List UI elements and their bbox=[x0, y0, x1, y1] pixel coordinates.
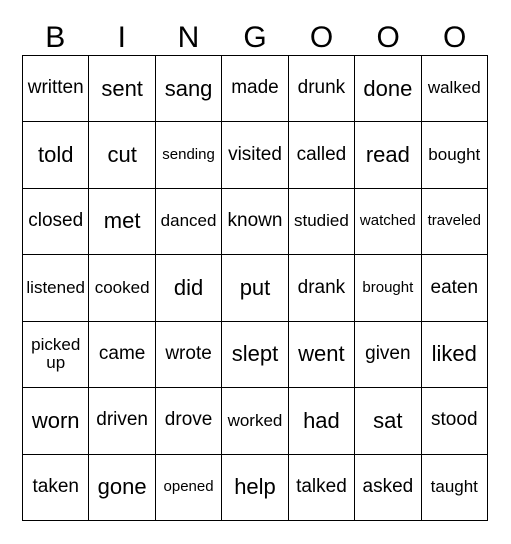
bingo-cell: drunk bbox=[289, 56, 355, 122]
bingo-cell: drank bbox=[289, 255, 355, 321]
bingo-cell: asked bbox=[355, 455, 421, 521]
header-letter-b: B bbox=[45, 21, 66, 54]
header-letter-i: I bbox=[117, 21, 127, 54]
bingo-cell: went bbox=[289, 322, 355, 388]
bingo-cell: had bbox=[289, 388, 355, 454]
header-letter-o-2: O bbox=[376, 21, 400, 54]
bingo-cell: liked bbox=[422, 322, 488, 388]
bingo-cell: traveled bbox=[422, 189, 488, 255]
bingo-cell: did bbox=[156, 255, 222, 321]
bingo-cell: worked bbox=[222, 388, 288, 454]
bingo-cell: walked bbox=[422, 56, 488, 122]
header-letter-n: N bbox=[177, 21, 200, 54]
bingo-cell: drove bbox=[156, 388, 222, 454]
bingo-cell: came bbox=[89, 322, 155, 388]
bingo-cell: taken bbox=[23, 455, 89, 521]
bingo-cell: studied bbox=[289, 189, 355, 255]
bingo-cell: worn bbox=[23, 388, 89, 454]
bingo-header bbox=[22, 20, 488, 56]
bingo-cell: given bbox=[355, 322, 421, 388]
bingo-cell: cooked bbox=[89, 255, 155, 321]
header-letter-g: G bbox=[243, 21, 267, 54]
bingo-cell: slept bbox=[222, 322, 288, 388]
bingo-cell: brought bbox=[355, 255, 421, 321]
bingo-cell: made bbox=[222, 56, 288, 122]
bingo-cell: closed bbox=[23, 189, 89, 255]
bingo-cell: visited bbox=[222, 122, 288, 188]
bingo-cell: opened bbox=[156, 455, 222, 521]
bingo-cell: called bbox=[289, 122, 355, 188]
bingo-cell: put bbox=[222, 255, 288, 321]
bingo-cell: sending bbox=[156, 122, 222, 188]
bingo-cell: sat bbox=[355, 388, 421, 454]
bingo-cell: written bbox=[23, 56, 89, 122]
bingo-cell: cut bbox=[89, 122, 155, 188]
bingo-cell: wrote bbox=[156, 322, 222, 388]
bingo-cell: sent bbox=[89, 56, 155, 122]
bingo-cell: bought bbox=[422, 122, 488, 188]
bingo-cell: met bbox=[89, 189, 155, 255]
bingo-cell: gone bbox=[89, 455, 155, 521]
bingo-cell: read bbox=[355, 122, 421, 188]
bingo-cell: taught bbox=[422, 455, 488, 521]
bingo-cell: driven bbox=[89, 388, 155, 454]
bingo-cell: listened bbox=[23, 255, 89, 321]
bingo-cell: sang bbox=[156, 56, 222, 122]
bingo-cell: help bbox=[222, 455, 288, 521]
bingo-cell: danced bbox=[156, 189, 222, 255]
header-letter-o-3: O bbox=[443, 21, 467, 54]
bingo-cell: done bbox=[355, 56, 421, 122]
bingo-cell: picked up bbox=[23, 322, 89, 388]
bingo-cell: known bbox=[222, 189, 288, 255]
bingo-cell: talked bbox=[289, 455, 355, 521]
bingo-cell: stood bbox=[422, 388, 488, 454]
bingo-cell: told bbox=[23, 122, 89, 188]
bingo-cell: eaten bbox=[422, 255, 488, 321]
bingo-board bbox=[22, 55, 488, 521]
bingo-cell: watched bbox=[355, 189, 421, 255]
header-letter-o-1: O bbox=[309, 21, 334, 54]
